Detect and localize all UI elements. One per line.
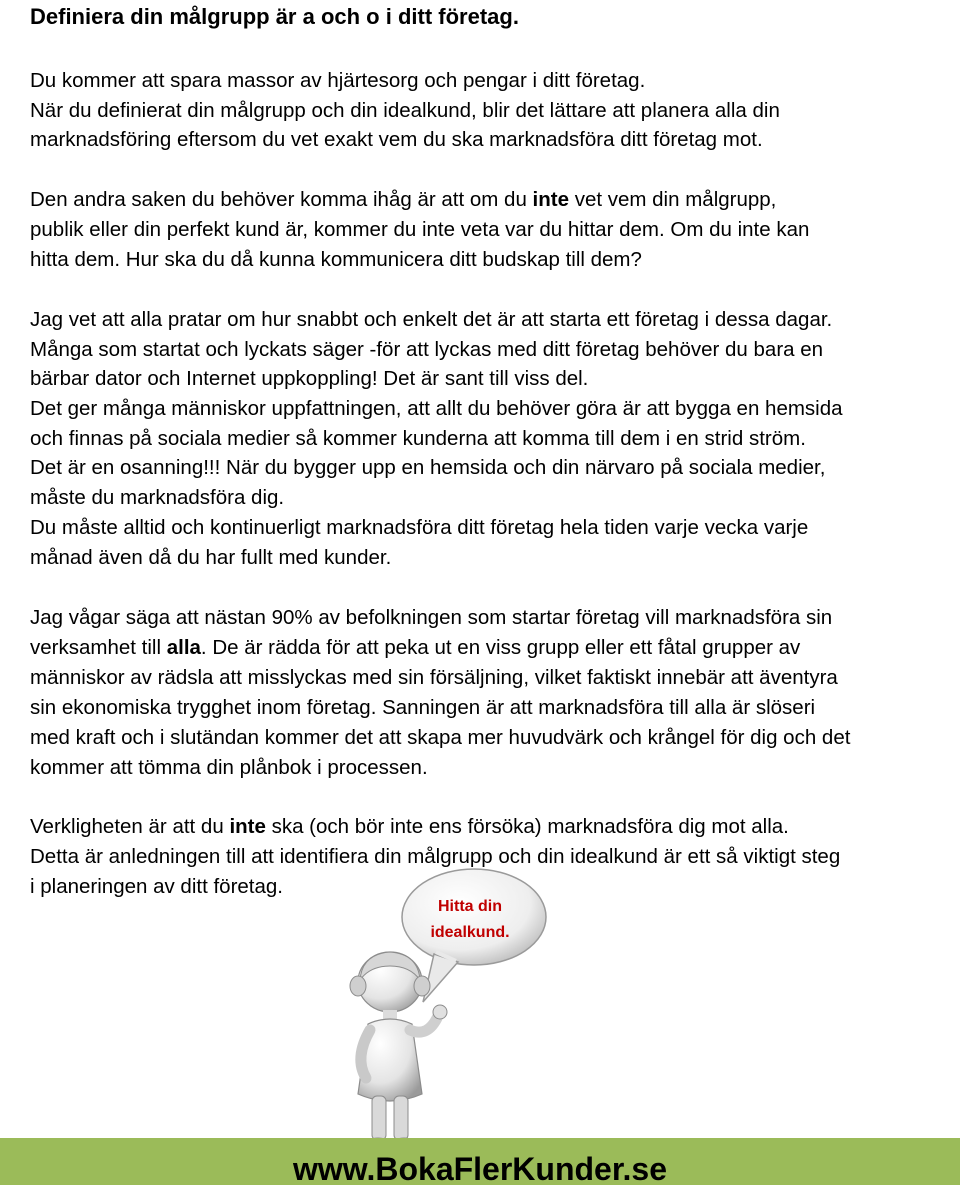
text-line: med kraft och i slutändan kommer det att skapa mer huvudvärk och krångel för dig och det bbox=[30, 726, 851, 749]
text-segment: . De är rädda för att peka ut en viss grupp eller ett fåtal grupper av bbox=[200, 636, 801, 659]
bubble-text-line: Hitta din bbox=[438, 898, 502, 915]
text-line bbox=[30, 813, 789, 841]
text-line: marknadsföring eftersom du vet exakt vem du ska marknadsföra ditt företag mot. bbox=[30, 128, 763, 151]
text-line: bärbar dator och Internet uppkoppling! Det är sant till viss del. bbox=[30, 367, 589, 390]
text-line: Jag vågar säga att nästan 90% av befolkningen som startar företag vill marknadsföra sin bbox=[30, 606, 833, 629]
text-line bbox=[30, 186, 776, 214]
text-line: När du definierat din målgrupp och din idealkund, blir det lättare att planera alla din bbox=[30, 99, 780, 122]
emphasis-text: inte bbox=[229, 815, 266, 838]
text-line: Detta är anledningen till att identifiera din målgrupp och din idealkund är ett så viktigt steg bbox=[30, 845, 841, 868]
text-line: sin ekonomiska trygghet inom företag. Sanningen är att marknadsföra till alla är slöseri bbox=[30, 696, 816, 719]
bubble-text-line: idealkund. bbox=[430, 924, 510, 941]
text-line: kommer att tömma din plånbok i processen. bbox=[30, 756, 428, 779]
text-line: publik eller din perfekt kund är, kommer du inte veta var du hittar dem. Om du inte kan bbox=[30, 218, 810, 241]
text-line: Det är en osanning!!! När du bygger upp en hemsida och din närvaro på sociala medier, bbox=[30, 456, 826, 479]
text-line: månad även då du har fullt med kunder. bbox=[30, 546, 392, 569]
text-segment: Den andra saken du behöver komma ihåg är att om du bbox=[30, 188, 533, 211]
text-line bbox=[30, 634, 800, 662]
text-line: och finnas på sociala medier så kommer kunderna att komma till dem i en strid ström. bbox=[30, 427, 806, 450]
text-segment: vet vem din målgrupp, bbox=[569, 188, 777, 211]
text-line: Många som startat och lyckats säger -för att lyckas med ditt företag behöver du bara en bbox=[30, 338, 824, 361]
text-line: Det ger många människor uppfattningen, att allt du behöver göra är att bygga en hemsida bbox=[30, 397, 843, 420]
page-title: Definiera din målgrupp är a och o i ditt företag. bbox=[30, 4, 519, 29]
text-line: i planeringen av ditt företag. bbox=[30, 875, 283, 898]
text-line: Du kommer att spara massor av hjärtesorg och pengar i ditt företag. bbox=[30, 69, 646, 92]
emphasis-text: alla bbox=[166, 636, 201, 659]
text-line: måste du marknadsföra dig. bbox=[30, 486, 285, 509]
text-segment: Verkligheten är att du bbox=[30, 815, 230, 838]
footer-url[interactable]: www.BokaFlerKunder.se bbox=[292, 1151, 668, 1187]
emphasis-text: inte bbox=[532, 188, 569, 211]
text-line: Du måste alltid och kontinuerligt marknadsföra ditt företag hela tiden varje vecka varje bbox=[30, 516, 809, 539]
text-segment: ska (och bör inte ens försöka) marknadsföra dig mot alla. bbox=[265, 815, 789, 838]
text-segment: verksamhet till bbox=[30, 636, 167, 659]
text-line: Jag vet att alla pratar om hur snabbt och enkelt det är att starta ett företag i dessa dagar. bbox=[30, 308, 833, 331]
text-line: människor av rädsla att misslyckas med sin försäljning, vilket faktiskt innebär att äventyra bbox=[30, 666, 838, 689]
text-line: hitta dem. Hur ska du då kunna kommunicera ditt budskap till dem? bbox=[30, 248, 642, 271]
